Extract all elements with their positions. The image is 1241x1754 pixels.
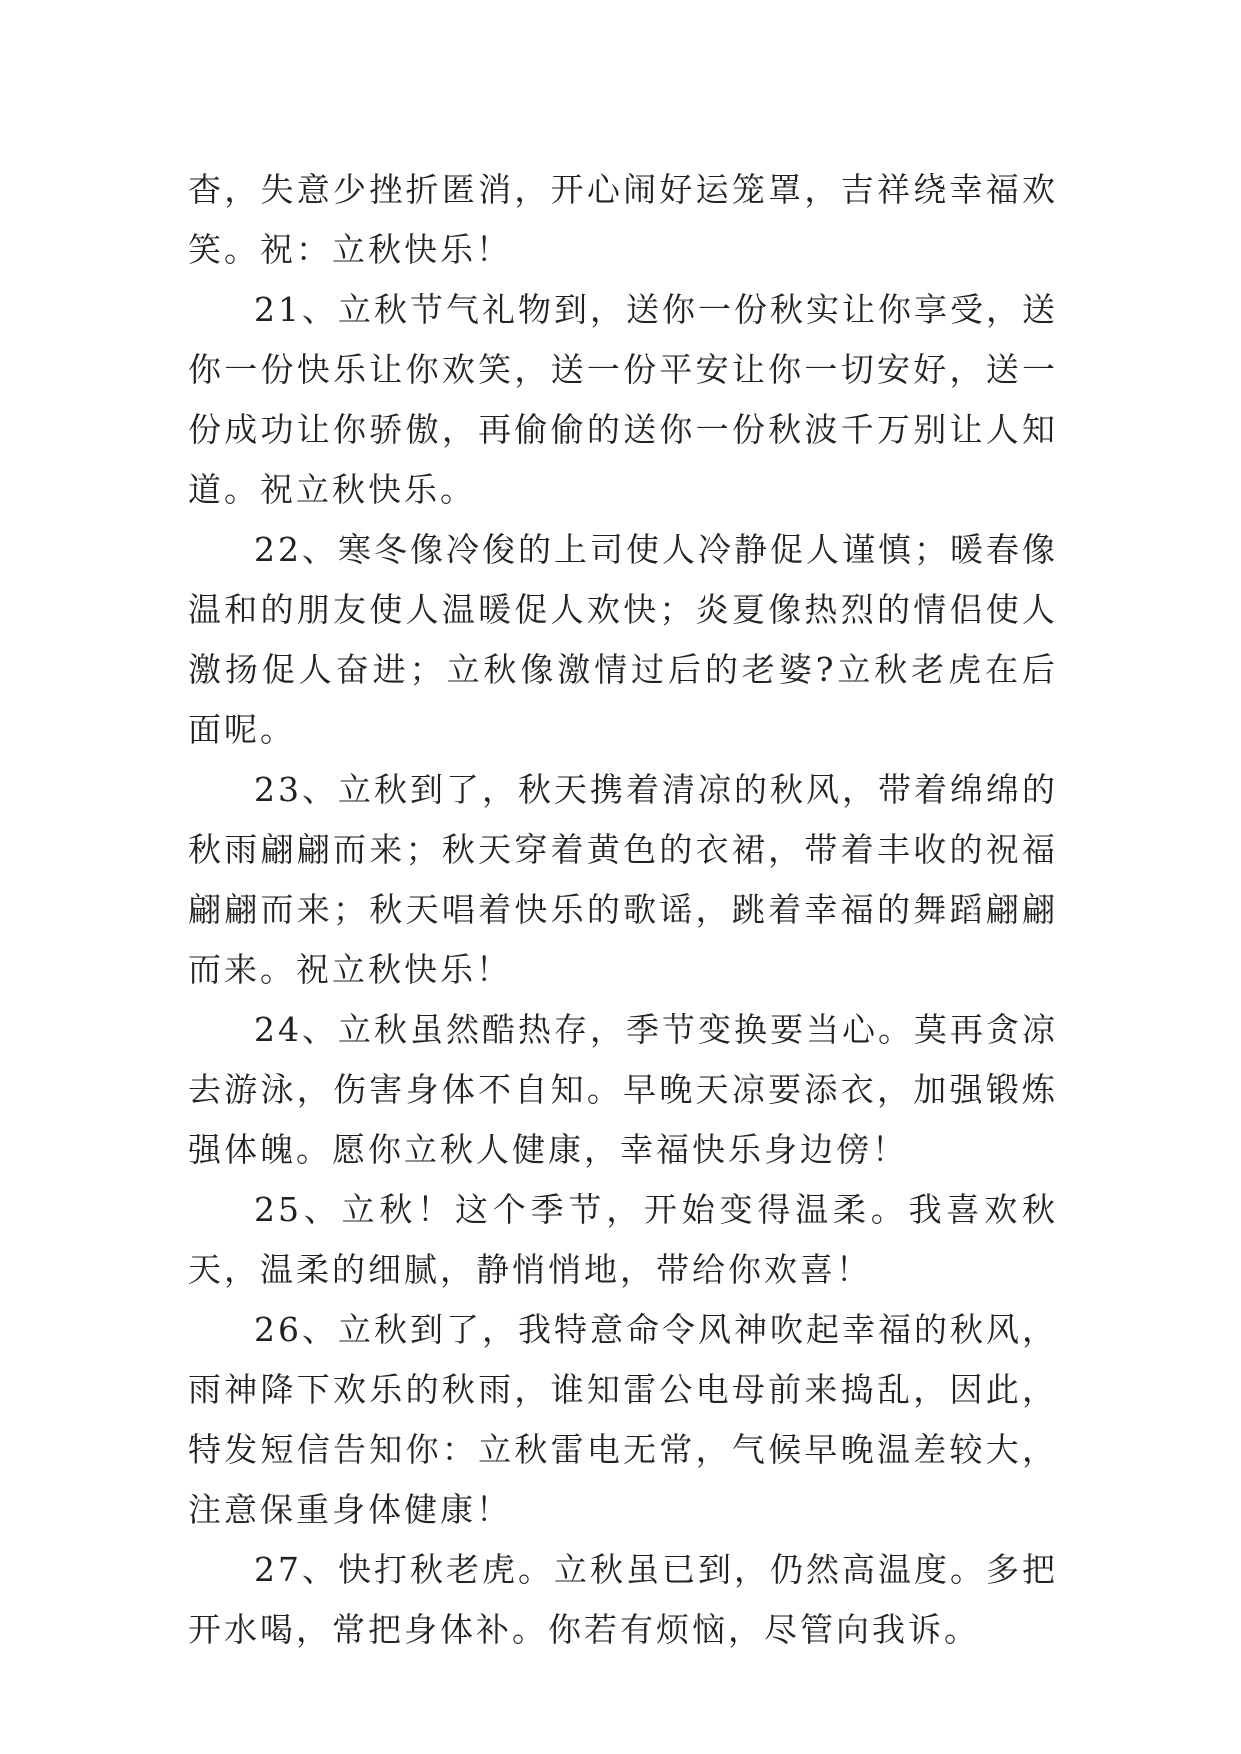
- paragraph-25: 25、立秋！这个季节，开始变得温柔。我喜欢秋天，温柔的细腻，静悄悄地，带给你欢喜！: [188, 1190, 1058, 1289]
- paragraph-27: 27、快打秋老虎。立秋虽已到，仍然高温度。多把开水喝，常把身体补。你若有烦恼，尽管向我诉。: [188, 1550, 1058, 1649]
- paragraph-23: 23、立秋到了，秋天携着清凉的秋风，带着绵绵的秋雨翩翩而来；秋天穿着黄色的衣裙，带着丰收的祝福翩翩而来；秋天唱着快乐的歌谣，跳着幸福的舞蹈翩翩而来。祝立秋快乐！: [188, 770, 1058, 989]
- paragraph-22: 22、寒冬像冷俊的上司使人冷静促人谨慎；暖春像温和的朋友使人温暖促人欢快；炎夏像热烈的情侣使人激扬促人奋进；立秋像激情过后的老婆?立秋老虎在后面呢。: [188, 530, 1058, 749]
- document-body: [188, 160, 1058, 1660]
- paragraph-24: 24、立秋虽然酷热存，季节变换要当心。莫再贪凉去游泳，伤害身体不自知。早晚天凉要添衣，加强锻炼强体魄。愿你立秋人健康，幸福快乐身边傍！: [188, 1010, 1058, 1169]
- paragraph-continuation: 杳，失意少挫折匿消，开心闹好运笼罩，吉祥绕幸福欢笑。祝：立秋快乐！: [188, 170, 1058, 269]
- paragraph-26: 26、立秋到了，我特意命令风神吹起幸福的秋风，雨神降下欢乐的秋雨，谁知雷公电母前来捣乱，因此，特发短信告知你：立秋雷电无常，气候早晚温差较大，注意保重身体健康！: [188, 1310, 1058, 1529]
- paragraph-21: 21、立秋节气礼物到，送你一份秋实让你享受，送你一份快乐让你欢笑，送一份平安让你一切安好，送一份成功让你骄傲，再偷偷的送你一份秋波千万别让人知道。祝立秋快乐。: [188, 290, 1058, 509]
